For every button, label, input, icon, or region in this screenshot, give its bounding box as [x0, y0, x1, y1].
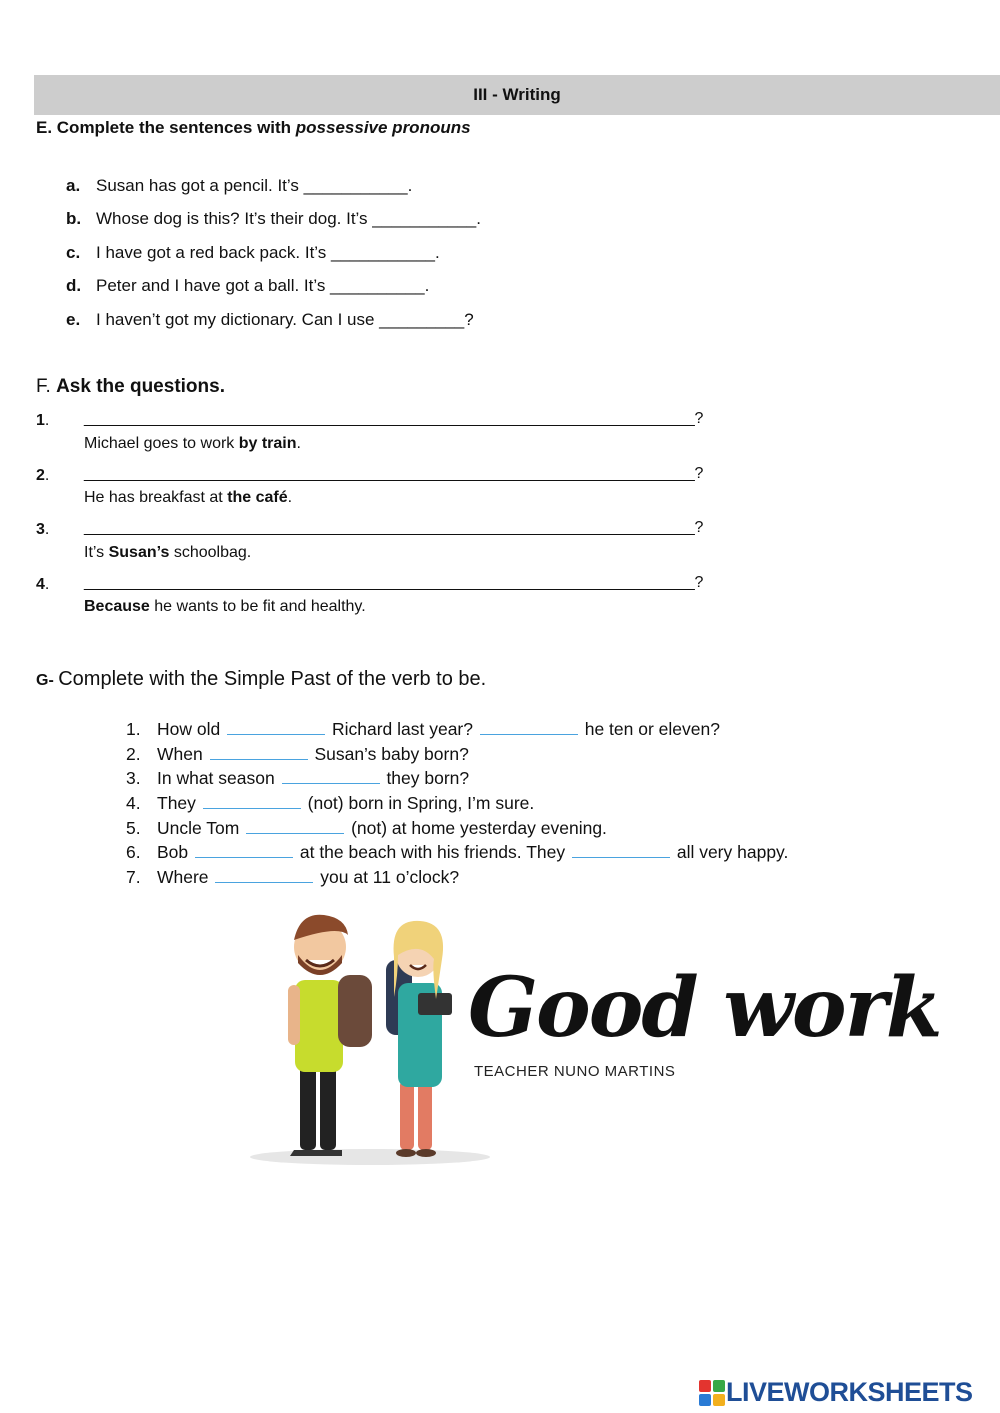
item-letter: c. [66, 243, 81, 262]
exercise-e-item [66, 310, 474, 330]
question-number: 4. [36, 576, 50, 593]
section-g-title-prefix: G- [36, 672, 59, 689]
students-illustration [240, 905, 500, 1175]
liveworksheets-grid-icon [698, 1379, 726, 1407]
section-header-title: III - Writing [473, 85, 561, 104]
answer-blank[interactable] [195, 843, 293, 858]
liveworksheets-logo [698, 1377, 973, 1408]
item-letter: b. [66, 209, 82, 228]
section-e-title [36, 118, 471, 138]
item-text: Susan has got a pencil. It’s ___________. [96, 176, 413, 195]
section-e-title-prefix: E. Complete the sentences with [36, 118, 296, 137]
item-text: Peter and I have got a ball. It’s __________. [96, 276, 430, 295]
item-letter: a. [66, 176, 81, 195]
exercise-g-item: 4. They (not) born in Spring, I’m sure. [126, 793, 535, 813]
section-g-title-text: Complete with the Simple Past of the verb to be. [58, 668, 487, 690]
section-f-title [36, 376, 225, 398]
question-given-answer: Michael goes to work by train. [84, 435, 301, 452]
question-answer-line: _______________________________________________________________________? [84, 410, 704, 427]
answer-blank[interactable] [227, 720, 325, 735]
answer-blank[interactable] [282, 769, 380, 784]
answer-blank[interactable] [246, 819, 344, 834]
question-answer-line: _______________________________________________________________________? [84, 519, 704, 536]
answer-blank[interactable] [480, 720, 578, 735]
question-number: 3. [36, 521, 50, 538]
exercise-e-item [66, 243, 440, 263]
exercise-g-item: 1. How old Richard last year? he ten or eleven? [126, 719, 720, 739]
item-letter: e. [66, 310, 81, 329]
teacher-signature: TEACHER NUNO MARTINS [474, 1063, 676, 1080]
item-text: Whose dog is this? It’s their dog. It’s ___________. [96, 209, 481, 228]
question-given-answer: He has breakfast at the café. [84, 489, 293, 506]
section-f-title-prefix: F. [36, 376, 57, 397]
exercise-e-item [66, 176, 412, 196]
answer-blank[interactable] [210, 745, 308, 760]
question-number: 2. [36, 467, 50, 484]
section-f-title-bold: Ask the questions. [56, 376, 225, 397]
exercise-e-item [66, 209, 481, 229]
answer-blank[interactable] [203, 794, 301, 809]
question-given-answer: It’s Susan’s schoolbag. [84, 544, 252, 561]
section-e-title-emphasis: possessive pronouns [295, 118, 471, 137]
item-text: I haven’t got my dictionary. Can I use _________? [96, 310, 474, 329]
question-number: 1. [36, 412, 50, 429]
liveworksheets-text: LIVEWORKSHEETS [726, 1377, 973, 1407]
question-given-answer: Because he wants to be fit and healthy. [84, 598, 366, 615]
question-answer-line: _______________________________________________________________________? [84, 574, 704, 591]
exercise-g-item: 6. Bob at the beach with his friends. They all very happy. [126, 842, 789, 862]
item-letter: d. [66, 276, 82, 295]
exercise-e-item [66, 276, 429, 296]
exercise-g-item: 7. Where you at 11 o’clock? [126, 867, 460, 887]
good-work-headline: Good work [468, 960, 941, 1056]
answer-blank[interactable] [215, 868, 313, 883]
section-g-title [36, 668, 486, 691]
question-answer-line: _______________________________________________________________________? [84, 465, 704, 482]
section-header-bar [34, 75, 1000, 115]
exercise-g-item: 3. In what season they born? [126, 768, 470, 788]
exercise-g-item: 2. When Susan’s baby born? [126, 744, 469, 764]
item-text: I have got a red back pack. It’s ___________. [96, 243, 440, 262]
answer-blank[interactable] [572, 843, 670, 858]
exercise-g-item: 5. Uncle Tom (not) at home yesterday evening. [126, 818, 607, 838]
